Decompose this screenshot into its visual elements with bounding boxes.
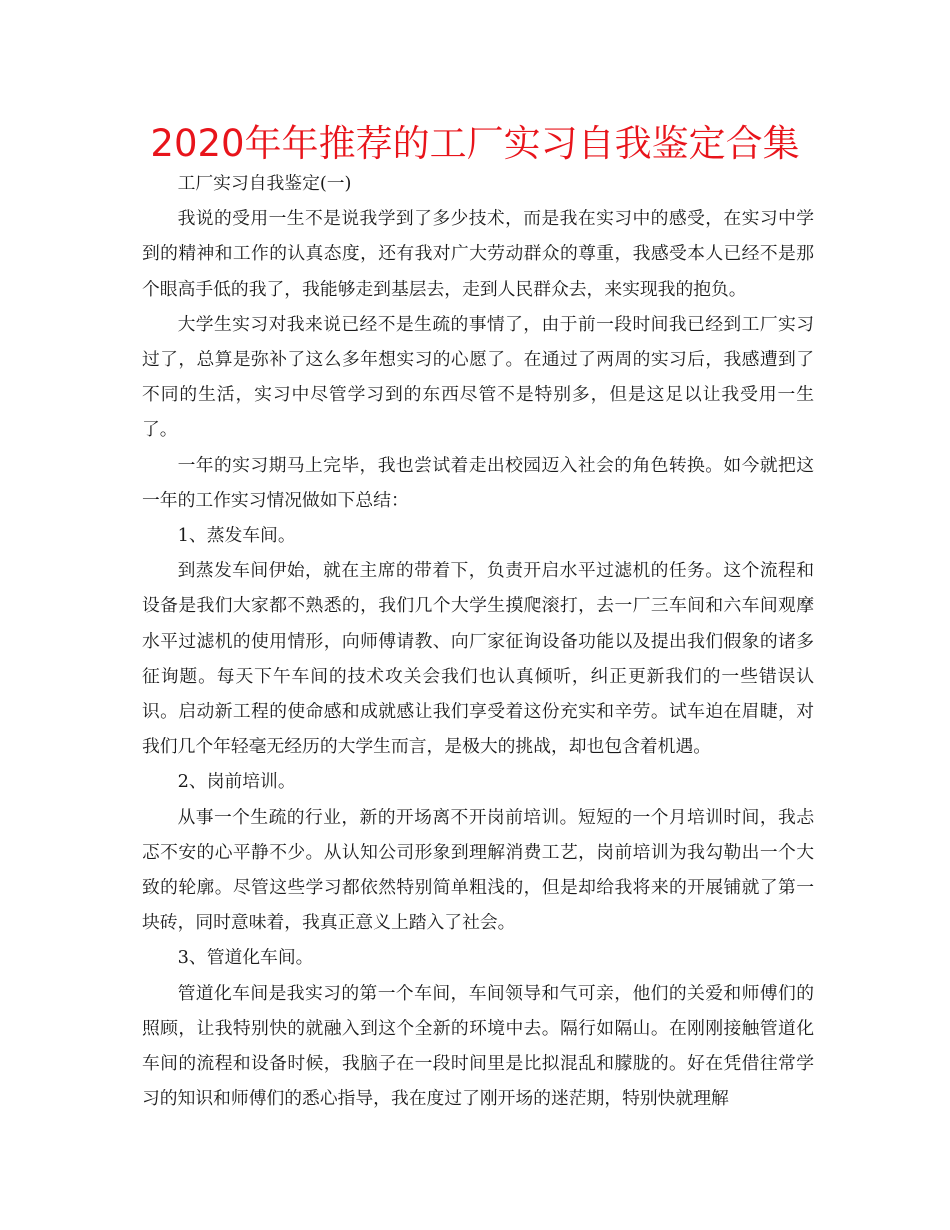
section-heading: 工厂实习自我鉴定(一): [177, 173, 352, 194]
paragraph: 一年的实习期马上完毕，我也尝试着走出校园迈入社会的角色转换。如今就把这一年的工作实习情况做如下总结：: [142, 454, 814, 511]
paragraph: 我说的受用一生不是说我学到了多少技术，而是我在实习中的感受，在实习中学到的精神和工作的认真态度，还有我对广大劳动群众的尊重，我感受本人已经不是那个眼高手低的我了，我能够走到基层去，走到人民群众去，来实现我的抱负。: [142, 208, 814, 300]
paragraph: 大学生实习对我来说已经不是生疏的事情了，由于前一段时间我已经到工厂实习过了，总算是弥补了这么多年想实习的心愿了。在通过了两周的实习后，我感遭到了不同的生活，实习中尽管学习到的东西尽管不是特别多，但是这足以让我受用一生了。: [142, 313, 814, 441]
subsection-heading: 3、管道化车间。: [177, 947, 314, 969]
subsection-heading: 2、岗前培训。: [177, 771, 296, 793]
subsection-heading: 1、蒸发车间。: [177, 525, 296, 547]
paragraph: 管道化车间是我实习的第一个车间，车间领导和气可亲，他们的关爱和师傅们的照顾，让我特别快的就融入到这个全新的环境中去。隔行如隔山。在刚刚接触管道化车间的流程和设备时候，我脑子在一段时间里是比拟混乱和朦胧的。好在凭借往常学习的知识和师傅们的悉心指导，我在度过了刚开场的迷茫期，特别快就理解: [142, 982, 814, 1110]
paragraph: 从事一个生疏的行业，新的开场离不开岗前培训。短短的一个月培训时间，我忐忑不安的心平静不少。从认知公司形象到理解消费工艺，岗前培训为我勾勒出一个大致的轮廓。尽管这些学习都依然特别简单粗浅的，但是却给我将来的开展铺就了第一块砖，同时意味着，我真正意义上踏入了社会。: [142, 806, 814, 934]
document-title: 2020年年推荐的工厂实习自我鉴定合集: [150, 122, 800, 165]
paragraph: 到蒸发车间伊始，就在主席的带着下，负责开启水平过滤机的任务。这个流程和设备是我们大家都不熟悉的，我们几个大学生摸爬滚打，去一厂三车间和六车间观摩水平过滤机的使用情形，向师傅请教、向厂家征询设备功能以及提出我们假象的诸多征询题。每天下午车间的技术攻关会我们也认真倾听，纠正更新我们的一些错误认识。启动新工程的使命感和成就感让我们享受着这份充实和辛劳。试车迫在眉睫，对我们几个年轻毫无经历的大学生而言，是极大的挑战，却也包含着机遇。: [142, 560, 814, 758]
document-body: [142, 166, 814, 1116]
